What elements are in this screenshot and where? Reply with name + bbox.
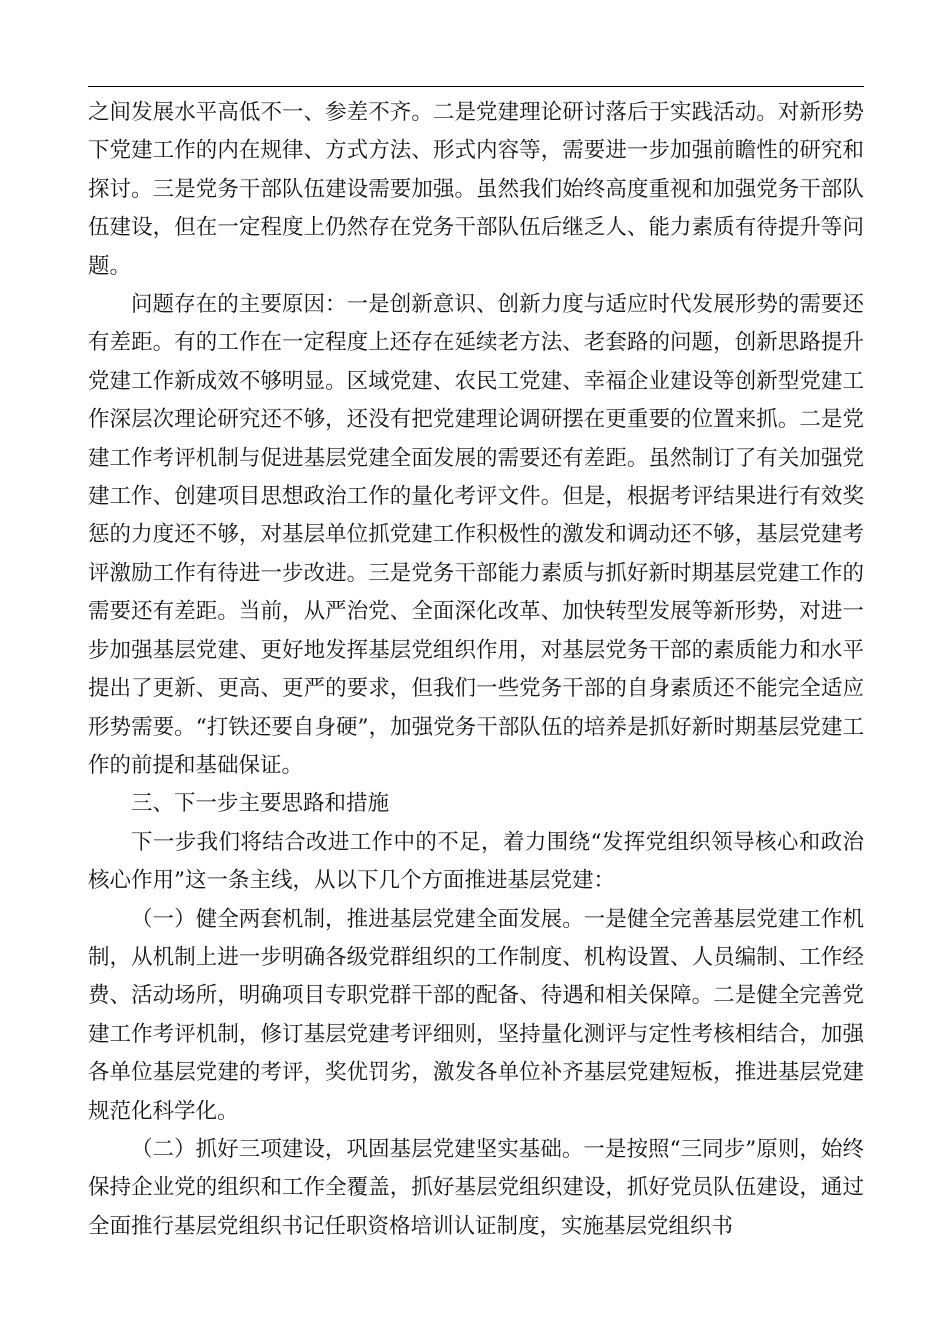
document-body: [88, 94, 864, 1246]
section-heading: 三、下一步主要思路和措施: [131, 791, 390, 817]
header-rule: [88, 86, 864, 87]
paragraph-item-one: （一）健全两套机制，推进基层党建全面发展。一是健全完善基层党建工作机制，从机制上进一步明确各级党群组织的工作制度、机构设置、人员编制、工作经费、活动场所，明确项目专职党群干部的配备、待遇和相关保障。二是健全完善党建工作考评机制，修订基层党建考评细则，坚持量化测评与定性考核相结合，加强各单位基层党建的考评，奖优罚劣，激发各单位补齐基层党建短板，推进基层党建规范化科学化。: [88, 906, 864, 1124]
paragraph-next-steps-intro: 下一步我们将结合改进工作中的不足，着力围绕“发挥党组织领导核心和政治核心作用”这一条主线，从以下几个方面推进基层党建：: [88, 829, 864, 894]
paragraph-item-two: （二）抓好三项建设，巩固基层党建坚实基础。一是按照“三同步”原则，始终保持企业党的组织和工作全覆盖，抓好基层党组织建设，抓好党员队伍建设，通过全面推行基层党组织书记任职资格培训认证制度，实施基层党组织书: [88, 1136, 864, 1239]
paragraph-main-causes: 问题存在的主要原因：一是创新意识、创新力度与适应时代发展形势的需要还有差距。有的工作在一定程度上还存在延续老方法、老套路的问题，创新思路提升党建工作新成效不够明显。区域党建、农民工党建、幸福企业建设等创新型党建工作深层次理论研究还不够，还没有把党建理论调研摆在更重要的位置来抓。二是党建工作考评机制与促进基层党建全面发展的需要还有差距。虽然制订了有关加强党建工作、创建项目思想政治工作的量化考评文件。但是，根据考评结果进行有效奖惩的力度还不够，对基层单位抓党建工作积极性的激发和调动还不够，基层党建考评激励工作有待进一步改进。三是党务干部能力素质与抓好新时期基层党建工作的需要还有差距。当前，从严治党、全面深化改革、加快转型发展等新形势，对进一步加强基层党建、更好地发挥基层党组织作用，对基层党务干部的素质能力和水平提出了更新、更高、更严的要求，但我们一些党务干部的自身素质还不能完全适应形势需要。“打铁还要自身硬”，加强党务干部队伍的培养是抓好新时期基层党建工作的前提和基础保证。: [88, 292, 864, 778]
paragraph-continuation: 之间发展水平高低不一、参差不齐。二是党建理论研讨落后于实践活动。对新形势下党建工作的内在规律、方式方法、形式内容等，需要进一步加强前瞻性的研究和探讨。三是党务干部队伍建设需要加强。虽然我们始终高度重视和加强党务干部队伍建设，但在一定程度上仍然存在党务干部队伍后继乏人、能力素质有待提升等问题。: [88, 100, 864, 279]
